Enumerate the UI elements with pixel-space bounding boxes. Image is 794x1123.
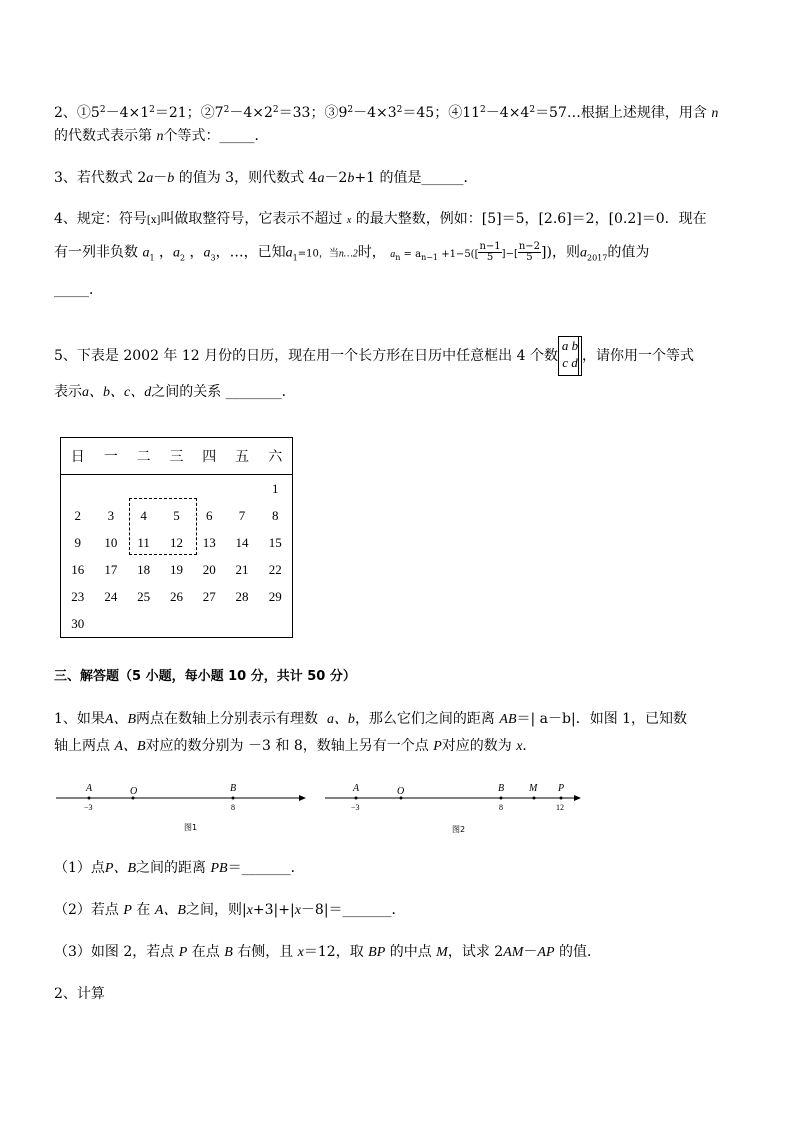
fig1-num-8: 8 (231, 803, 235, 812)
calendar-header-row (61, 438, 293, 475)
calendar-cell: 10 (104, 534, 118, 550)
calendar-selection-box (129, 498, 197, 555)
fig1-label-a: A (86, 783, 93, 794)
calendar-cell: 14 (235, 534, 249, 550)
calendar-header: 日 (61, 438, 95, 475)
calendar-cell: 15 (268, 534, 282, 550)
calendar-cell: 5 (173, 507, 180, 523)
fig1-label-o: O (130, 786, 138, 797)
fig2-num-neg3: −3 (351, 803, 360, 812)
calendar-header: 三 (160, 438, 193, 475)
number-line-figure-1 (56, 780, 306, 840)
calendar-cell (94, 475, 127, 503)
calendar-cell (94, 610, 127, 638)
q2-line1: 2、$①5^2-4\times 1^2=21$；$②7^2-4\times 2^2=33$；$③9^2-4\times 3^2=45$；$④11^2-4\times 4^2=57\dots$根据上述规律，用含 n (54, 105, 719, 121)
calendar-cell (258, 610, 292, 638)
calendar-cell (193, 475, 226, 503)
fig1-point-a (88, 797, 91, 800)
calendar-cell: 9 (74, 534, 81, 550)
calendar-cell: 13 (202, 534, 216, 550)
fig1-label-b: B (230, 783, 237, 794)
calendar-cell: 18 (137, 561, 151, 577)
calendar-cell: 7 (238, 507, 246, 523)
calendar-header: 五 (226, 438, 259, 475)
calendar-cell: 16 (71, 561, 85, 577)
calendar-cell: 30 (71, 615, 85, 631)
calendar-cell (226, 475, 259, 503)
fig1-arrow (299, 795, 306, 801)
fig2-point-p (560, 797, 563, 800)
fig2-label-a: A (353, 783, 360, 794)
fig2-point-b (500, 797, 503, 800)
calendar-cell: 26 (169, 588, 183, 604)
fig2-label-o: O (397, 786, 405, 797)
calendar-cell: 25 (137, 588, 151, 604)
fig2-label-p: P (558, 783, 565, 794)
calendar-cell: 12 (169, 534, 183, 550)
q4-line3: _____． (54, 282, 103, 298)
calendar-header: 二 (127, 438, 160, 475)
q4-line1: 4、规定：符号[x]叫做取整符号，它表示不超过 x 的最大整数，例如：[5]＝5，[2.6]＝2，[0.2]＝0．现在 (54, 211, 707, 227)
calendar-cell: 8 (271, 507, 279, 523)
fig2-num-8: 8 (499, 803, 503, 812)
calendar-row (61, 583, 293, 610)
calendar-cell: 6 (206, 507, 213, 523)
fig2-point-m (533, 797, 536, 800)
p1-line2: 轴上两点 A、B对应的数分别为 －3 和 8，数轴上另有一个点 P对应的数为 x． (54, 738, 537, 754)
calendar-header: 六 (258, 438, 292, 475)
calendar-cell: 28 (235, 588, 249, 604)
p1-line1: 1、如果A、B两点在数轴上分别表示有理数 a、b，那么它们之间的距离 AB＝| a－b|．如图 1，已知数 (54, 711, 688, 727)
p1-sub2: （2）若点 P 在 A、B之间，则|x+3|+|x－8|＝_______． (54, 902, 406, 918)
fig2-arrow (574, 795, 581, 801)
calendar-cell: 3 (107, 507, 115, 523)
calendar-header: 四 (193, 438, 226, 475)
calendar-cell: 1 (271, 480, 279, 496)
calendar-cell: 24 (104, 588, 118, 604)
q4-line2: 有一列非负数 $a_1$ ，$a_2$ ，$a_3$，…，已知$a_1=10$，当n…2时， $a_n = a_{n-1} +1-5$([ $\frac{n-1}{5}$ ]−[ $\frac{n-2}{5}$ ])，则$a_{2017}$的值为 (54, 241, 650, 263)
calendar-cell (226, 610, 259, 638)
calendar-cell: 19 (169, 561, 183, 577)
fig2-caption: 图2 (452, 825, 466, 834)
fig1-num-neg3: −3 (84, 803, 93, 812)
q5-abcd-box: a b c d (558, 336, 582, 376)
fig2-label-b: B (498, 783, 505, 794)
number-line-figure-2 (325, 780, 585, 840)
calendar-cell: 20 (202, 561, 216, 577)
calendar-row (61, 556, 293, 583)
calendar-cell: 29 (268, 588, 282, 604)
calendar-header: 一 (94, 438, 127, 475)
calendar-cell: 4 (140, 507, 147, 523)
calendar-cell: 21 (235, 561, 249, 577)
fig2-num-12: 12 (556, 803, 564, 812)
section3-title: 三、解答题（5 小题，每小题 10 分，共计 50 分） (54, 669, 356, 684)
calendar-cell: 17 (104, 561, 118, 577)
calendar-cell (193, 610, 226, 638)
calendar-cell: 2 (74, 507, 81, 523)
calendar-cell: 23 (71, 588, 85, 604)
q5-line1: 5、下表是 2002 年 12 月份的日历，现在用一个长方形在日历中任意框出 4 个数 a b c d ，请你用一个等式 (54, 336, 694, 376)
calendar-row (61, 610, 293, 638)
p2-title: 2、计算 (54, 986, 105, 1002)
q3-line: 3、若代数式 2a－b 的值为 3，则代数式 4a－2b+1 的值是______． (54, 170, 478, 186)
p1-sub1: （1）点P、B之间的距离 PB＝_______． (54, 860, 305, 876)
calendar-cell: 11 (137, 534, 150, 550)
calendar-cell (61, 475, 95, 503)
fig2-point-a (355, 797, 358, 800)
calendar-cell: 27 (202, 588, 216, 604)
fig1-point-b (232, 797, 235, 800)
calendar-cell (160, 610, 193, 638)
fig1-caption: 图1 (184, 823, 198, 832)
q2-line2: 的代数式表示第 n个等式：_____． (54, 128, 269, 144)
p1-sub3: （3）如图 2，若点 P 在点 B 右侧，且 x＝12，取 BP 的中点 M，试求 2AM－AP 的值． (54, 944, 601, 960)
fig2-label-m: M (529, 783, 538, 794)
q5-line2: 表示a、b、c、d之间的关系 ________． (54, 384, 296, 400)
calendar-cell (127, 610, 160, 638)
calendar-cell: 22 (268, 561, 282, 577)
